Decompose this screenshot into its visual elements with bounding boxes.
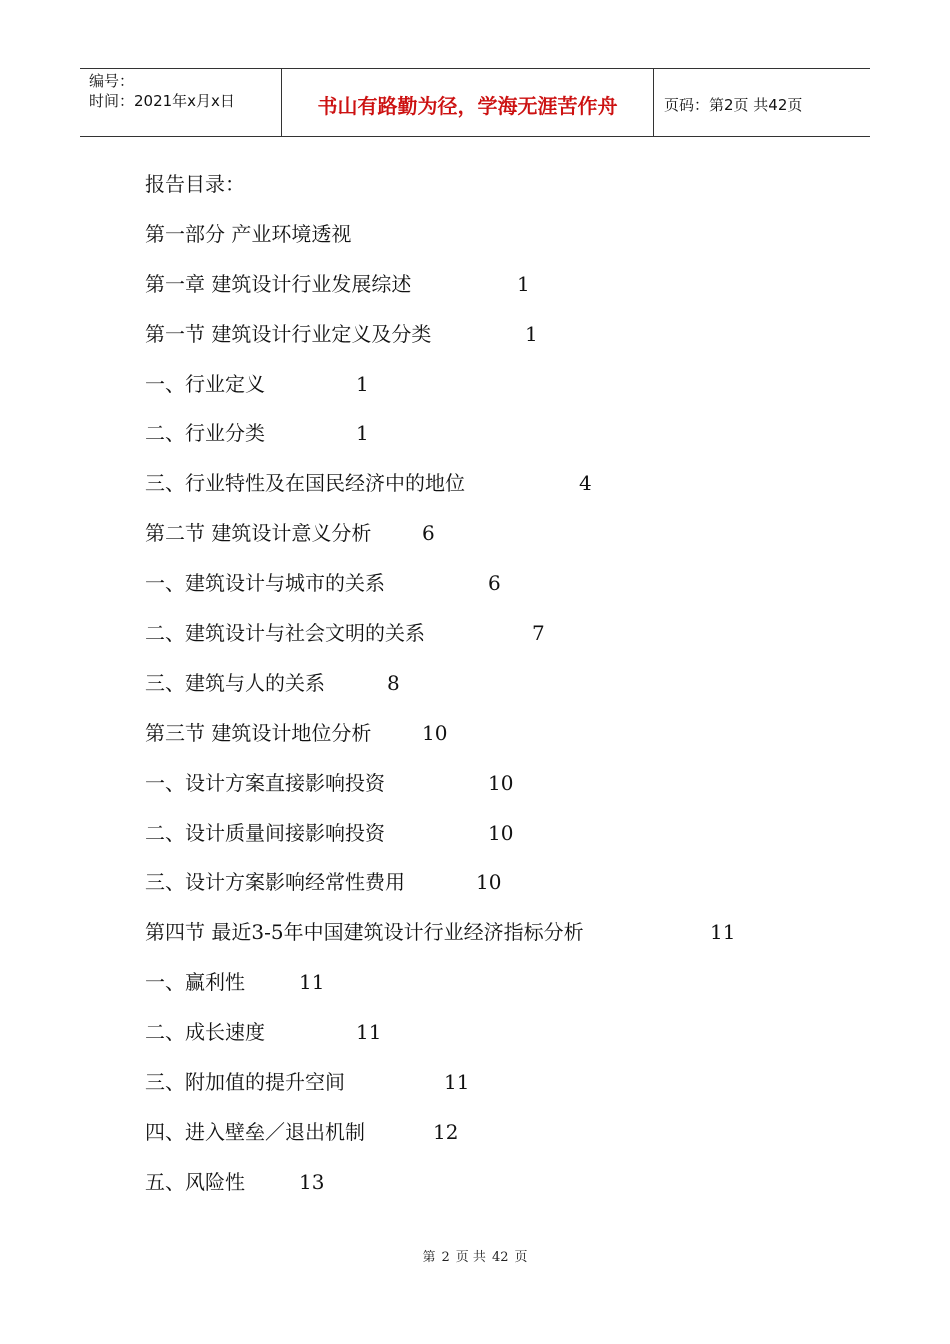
- toc-item-page: 10: [488, 770, 514, 795]
- toc-item: [145, 218, 845, 268]
- toc-item: [145, 1016, 845, 1066]
- toc-item-title: 第一部分 产业环境透视: [145, 221, 352, 246]
- toc-item-title: 一、行业定义: [145, 371, 265, 396]
- toc-item: [145, 268, 845, 318]
- toc-item-title: 第二节 建筑设计意义分析: [145, 521, 372, 546]
- toc-heading: 报告目录：: [145, 172, 245, 196]
- toc-item: [145, 866, 845, 916]
- toc-item-title: 第四节 最近3-5年中国建筑设计行业经济指标分析: [145, 920, 584, 945]
- toc-item-page: 6: [488, 571, 501, 596]
- toc-item: [145, 368, 845, 418]
- page-footer: [0, 1246, 950, 1265]
- toc-item-page: 11: [710, 920, 736, 945]
- toc-item-title: 第一节 建筑设计行业定义及分类: [145, 321, 432, 346]
- toc-item: [145, 817, 845, 867]
- toc-item: [145, 767, 845, 817]
- toc-item-title: 三、附加值的提升空间: [145, 1070, 345, 1095]
- toc-item-title: 一、赢利性: [145, 970, 245, 995]
- toc-item-title: 第一章 建筑设计行业发展综述: [145, 271, 412, 296]
- document-number-label: 编号：: [89, 72, 135, 90]
- toc-item-page: 6: [422, 521, 435, 546]
- toc-item: [145, 966, 845, 1016]
- toc-item-page: 4: [579, 471, 592, 496]
- toc-item-title: 三、行业特性及在国民经济中的地位: [145, 471, 465, 496]
- document-time: 时间：2021年x月x日: [89, 92, 235, 110]
- toc-item-title: 一、设计方案直接影响投资: [145, 770, 385, 795]
- toc-item: [145, 916, 845, 966]
- toc-item: [145, 417, 845, 467]
- toc-item-page: 1: [517, 271, 530, 296]
- footer-suffix: 页: [514, 1250, 528, 1265]
- toc-item-page: 13: [299, 1169, 325, 1194]
- toc-item: [145, 617, 845, 667]
- toc-item-title: 二、行业分类: [145, 421, 265, 446]
- toc-item-page: 10: [422, 720, 448, 745]
- toc-item-page: 12: [433, 1119, 459, 1144]
- toc-item-title: 四、进入壁垒／退出机制: [145, 1119, 365, 1144]
- footer-current-page: 2: [441, 1250, 450, 1265]
- header-meta-cell: [80, 69, 282, 136]
- toc-item-title: 二、设计质量间接影响投资: [145, 820, 385, 845]
- header-page-info: 页码：第2页 共42页: [664, 95, 803, 114]
- header-motto: 书山有路勤为径，学海无涯苦作舟: [282, 69, 654, 136]
- footer-total-pages: 42: [491, 1250, 509, 1265]
- toc-item: [145, 1066, 845, 1116]
- toc-item-title: 三、建筑与人的关系: [145, 670, 325, 695]
- toc-item-title: 五、风险性: [145, 1169, 245, 1194]
- toc-item-page: 1: [356, 421, 369, 446]
- toc-item-page: 11: [299, 970, 325, 995]
- toc-item: [145, 667, 845, 717]
- toc-item-title: 二、成长速度: [145, 1020, 265, 1045]
- page-header: [80, 68, 870, 137]
- toc-item: [145, 318, 845, 368]
- toc-item-page: 10: [476, 870, 502, 895]
- toc-item: [145, 1116, 845, 1166]
- toc-item-title: 第三节 建筑设计地位分析: [145, 720, 372, 745]
- toc-item: [145, 567, 845, 617]
- toc-item-page: 10: [488, 820, 514, 845]
- toc-item: [145, 1166, 845, 1216]
- toc-item-page: 1: [356, 371, 369, 396]
- toc-item: [145, 467, 845, 517]
- toc-item-page: 1: [525, 321, 538, 346]
- toc-item-title: 三、设计方案影响经常性费用: [145, 870, 405, 895]
- toc-item-page: 11: [356, 1020, 382, 1045]
- toc-item-page: 8: [387, 670, 400, 695]
- toc-item-title: 一、建筑设计与城市的关系: [145, 571, 385, 596]
- toc-item: [145, 717, 845, 767]
- toc-item-page: 7: [532, 621, 545, 646]
- toc-item-page: 11: [444, 1070, 470, 1095]
- table-of-contents: [145, 168, 845, 1216]
- toc-item: [145, 517, 845, 567]
- toc-list: [145, 218, 845, 1216]
- footer-middle: 页 共: [455, 1250, 486, 1265]
- toc-item-title: 二、建筑设计与社会文明的关系: [145, 621, 425, 646]
- footer-prefix: 第: [422, 1250, 436, 1265]
